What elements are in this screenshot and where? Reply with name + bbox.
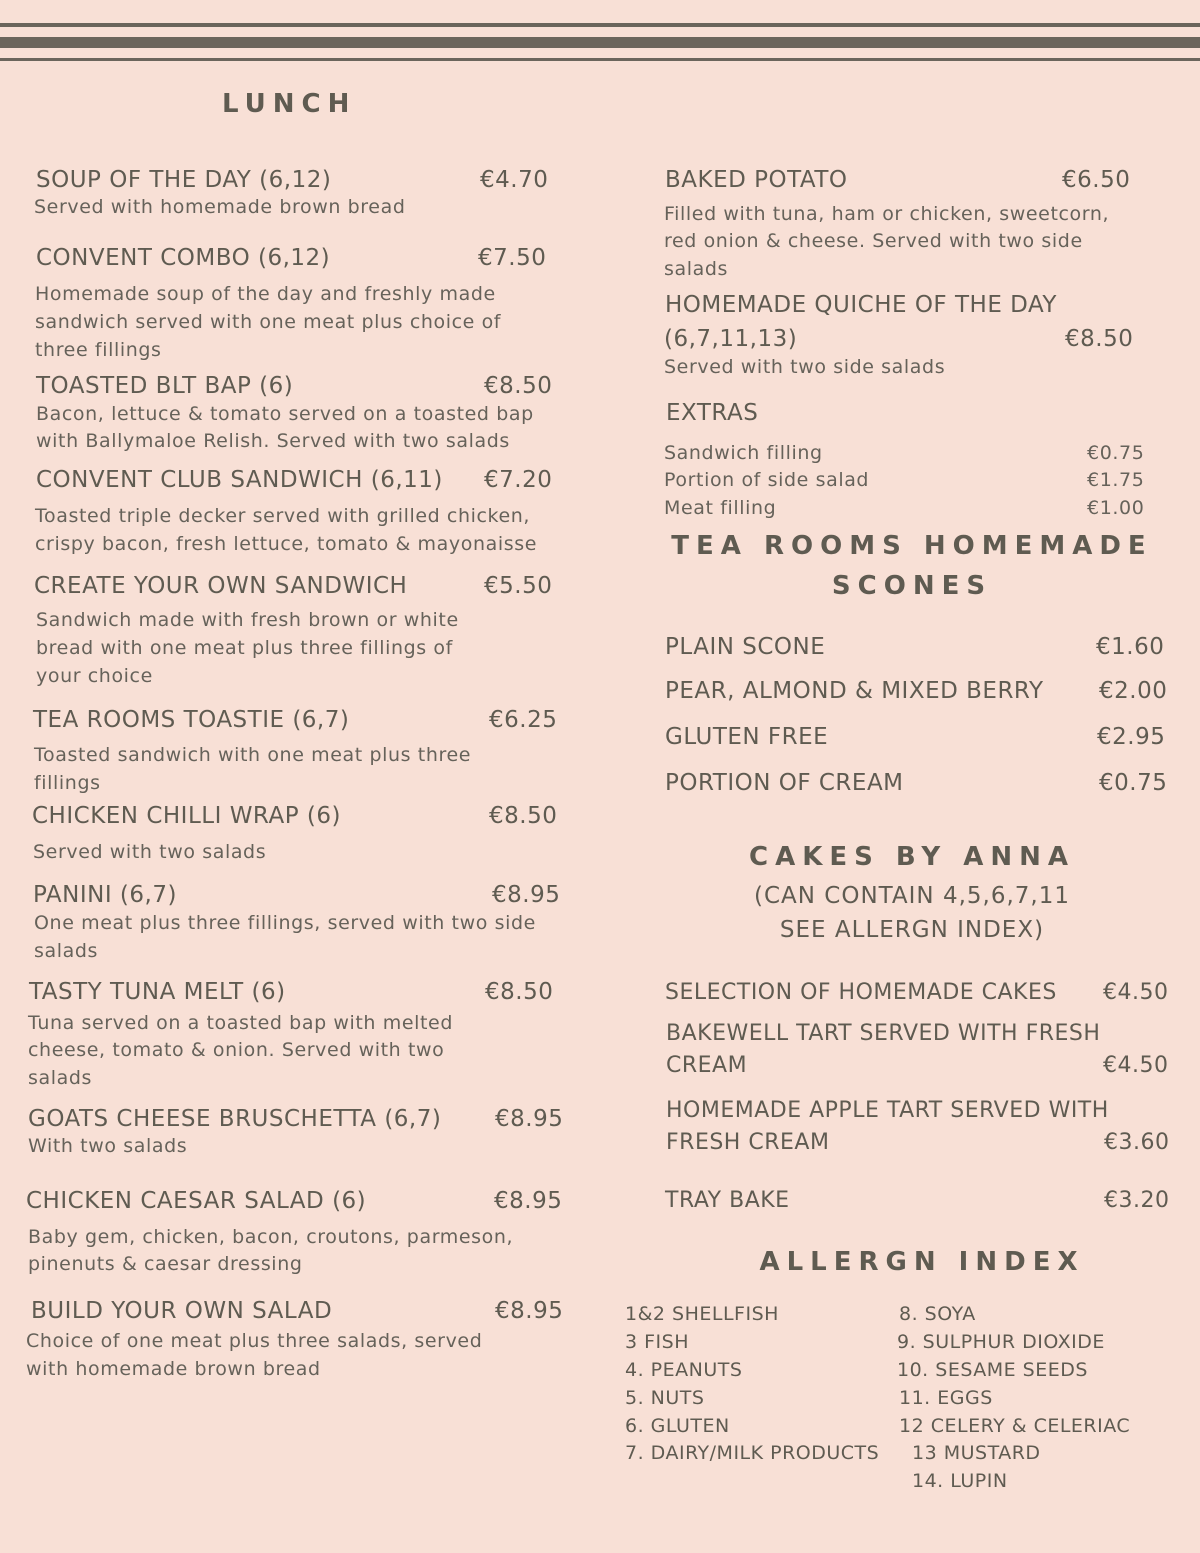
- item-name: GOATS CHEESE BRUSCHETTA (6,7): [28, 1106, 442, 1132]
- item-price: €8.50: [1065, 326, 1134, 352]
- cakes-subtitle: (CAN CONTAIN 4,5,6,7,11: [754, 883, 1070, 909]
- top-stripe-3: [0, 58, 1200, 61]
- extra-name: Meat filling: [664, 497, 777, 519]
- scone-name: PLAIN SCONE: [665, 634, 826, 660]
- allergen-item: 13 MUSTARD: [912, 1442, 1041, 1464]
- item-price: €4.70: [480, 167, 549, 193]
- cake-name: FRESH CREAM: [666, 1130, 830, 1155]
- item-name: HOMEMADE QUICHE OF THE DAY: [665, 292, 1057, 318]
- allergen-item: 4. PEANUTS: [625, 1359, 743, 1381]
- allergen-item: 14. LUPIN: [912, 1470, 1008, 1492]
- extra-price: €1.00: [1087, 497, 1145, 519]
- item-desc: With two salads: [28, 1135, 188, 1157]
- item-desc: sandwich served with one meat plus choice of: [35, 311, 502, 333]
- item-desc: your choice: [36, 665, 153, 687]
- item-name: CONVENT CLUB SANDWICH (6,11): [36, 467, 443, 493]
- item-price: €5.50: [484, 573, 553, 599]
- cake-name: SELECTION OF HOMEMADE CAKES: [665, 980, 1057, 1005]
- cake-price: €3.60: [1104, 1130, 1170, 1155]
- item-price: €8.50: [489, 803, 558, 829]
- extra-name: Sandwich filling: [664, 442, 823, 464]
- item-desc: Served with two salads: [33, 841, 267, 863]
- item-desc: Choice of one meat plus three salads, served: [26, 1330, 483, 1352]
- allergen-item: 12 CELERY & CELERIAC: [899, 1415, 1131, 1437]
- item-desc: crispy bacon, fresh lettuce, tomato & mayonaisse: [35, 533, 538, 555]
- item-desc: cheese, tomato & onion. Served with two: [28, 1039, 445, 1061]
- lunch-title: LUNCH: [222, 89, 357, 119]
- item-desc: Baby gem, chicken, bacon, croutons, parmeson,: [28, 1226, 514, 1248]
- cake-price: €4.50: [1103, 980, 1169, 1005]
- item-price: €7.20: [484, 467, 553, 493]
- item-desc: three fillings: [35, 339, 162, 361]
- scones-title: SCONES: [831, 571, 993, 601]
- item-name: TASTY TUNA MELT (6): [29, 979, 286, 1005]
- allergen-item: 9. SULPHUR DIOXIDE: [897, 1331, 1105, 1353]
- item-desc: salads: [28, 1067, 93, 1089]
- scone-name: PORTION OF CREAM: [665, 770, 904, 796]
- allergen-item: 5. NUTS: [625, 1387, 705, 1409]
- item-name: SOUP OF THE DAY (6,12): [36, 167, 332, 193]
- cake-name: TRAY BAKE: [665, 1188, 790, 1213]
- item-desc: Bacon, lettuce & tomato served on a toasted bap: [36, 403, 534, 425]
- item-name: (6,7,11,13): [664, 326, 798, 352]
- item-price: €8.50: [484, 373, 553, 399]
- item-desc: Served with two side salads: [664, 356, 946, 378]
- cake-price: €3.20: [1104, 1188, 1170, 1213]
- allergen-item: 3 FISH: [625, 1331, 690, 1353]
- item-desc: fillings: [34, 772, 101, 794]
- item-name: TEA ROOMS TOASTIE (6,7): [33, 707, 350, 733]
- item-price: €6.50: [1062, 167, 1131, 193]
- scone-price: €0.75: [1099, 770, 1168, 796]
- allergen-item: 7. DAIRY/MILK PRODUCTS: [625, 1442, 880, 1464]
- item-desc: One meat plus three fillings, served with two side: [34, 912, 536, 934]
- cakes-subtitle: SEE ALLERGN INDEX): [779, 917, 1045, 943]
- item-name: CHICKEN CAESAR SALAD (6): [26, 1188, 367, 1214]
- item-name: PANINI (6,7): [33, 882, 177, 908]
- extra-price: €0.75: [1087, 442, 1145, 464]
- item-desc: Filled with tuna, ham or chicken, sweetcorn,: [664, 203, 1110, 225]
- item-price: €6.25: [489, 707, 558, 733]
- allergen-item: 1&2 SHELLFISH: [625, 1303, 779, 1325]
- allergen-item: 6. GLUTEN: [625, 1415, 730, 1437]
- item-desc: red onion & cheese. Served with two side: [664, 230, 1083, 252]
- item-price: €8.95: [495, 1106, 564, 1132]
- scone-price: €1.60: [1096, 634, 1165, 660]
- extra-name: Portion of side salad: [664, 469, 870, 491]
- allergen-item: 8. SOYA: [899, 1303, 976, 1325]
- item-name: BAKED POTATO: [665, 167, 848, 193]
- extra-price: €1.75: [1087, 469, 1145, 491]
- item-price: €8.95: [492, 882, 561, 908]
- scone-name: GLUTEN FREE: [665, 724, 829, 750]
- item-desc: Tuna served on a toasted bap with melted: [28, 1012, 453, 1034]
- cakes-title: CAKES BY ANNA: [749, 842, 1075, 872]
- item-name: CONVENT COMBO (6,12): [36, 245, 331, 271]
- item-desc: Sandwich made with fresh brown or white: [36, 609, 459, 631]
- allergen-item: 10. SESAME SEEDS: [897, 1359, 1088, 1381]
- scone-price: €2.95: [1097, 724, 1166, 750]
- scone-name: PEAR, ALMOND & MIXED BERRY: [665, 678, 1044, 704]
- item-price: €8.50: [485, 979, 554, 1005]
- item-desc: bread with one meat plus three fillings of: [36, 637, 453, 659]
- extras-title: EXTRAS: [666, 400, 759, 426]
- item-desc: with Ballymaloe Relish. Served with two salads: [36, 430, 510, 452]
- cake-name: HOMEMADE APPLE TART SERVED WITH: [666, 1098, 1109, 1123]
- allergen-item: 11. EGGS: [899, 1387, 993, 1409]
- cake-name: CREAM: [666, 1053, 748, 1078]
- top-stripe-1: [0, 23, 1200, 27]
- cake-name: BAKEWELL TART SERVED WITH FRESH: [666, 1021, 1101, 1046]
- item-desc: Toasted sandwich with one meat plus three: [34, 744, 472, 766]
- item-desc: salads: [664, 258, 729, 280]
- item-desc: Homemade soup of the day and freshly made: [35, 283, 496, 305]
- item-name: BUILD YOUR OWN SALAD: [31, 1298, 333, 1324]
- item-name: CREATE YOUR OWN SANDWICH: [34, 573, 408, 599]
- item-desc: Toasted triple decker served with grilled chicken,: [35, 505, 531, 527]
- item-price: €8.95: [494, 1188, 563, 1214]
- item-desc: Served with homemade brown bread: [34, 196, 406, 218]
- item-desc: salads: [34, 940, 99, 962]
- top-stripe-2: [0, 37, 1200, 48]
- item-price: €8.95: [495, 1298, 564, 1324]
- item-price: €7.50: [478, 245, 547, 271]
- scones-title: TEA ROOMS HOMEMADE: [671, 531, 1153, 561]
- scone-price: €2.00: [1099, 678, 1168, 704]
- cake-price: €4.50: [1103, 1053, 1169, 1078]
- item-desc: pinenuts & caesar dressing: [28, 1253, 303, 1275]
- item-name: TOASTED BLT BAP (6): [36, 373, 294, 399]
- allergen-title: ALLERGN INDEX: [759, 1247, 1085, 1277]
- item-desc: with homemade brown bread: [26, 1358, 321, 1380]
- item-name: CHICKEN CHILLI WRAP (6): [32, 803, 341, 829]
